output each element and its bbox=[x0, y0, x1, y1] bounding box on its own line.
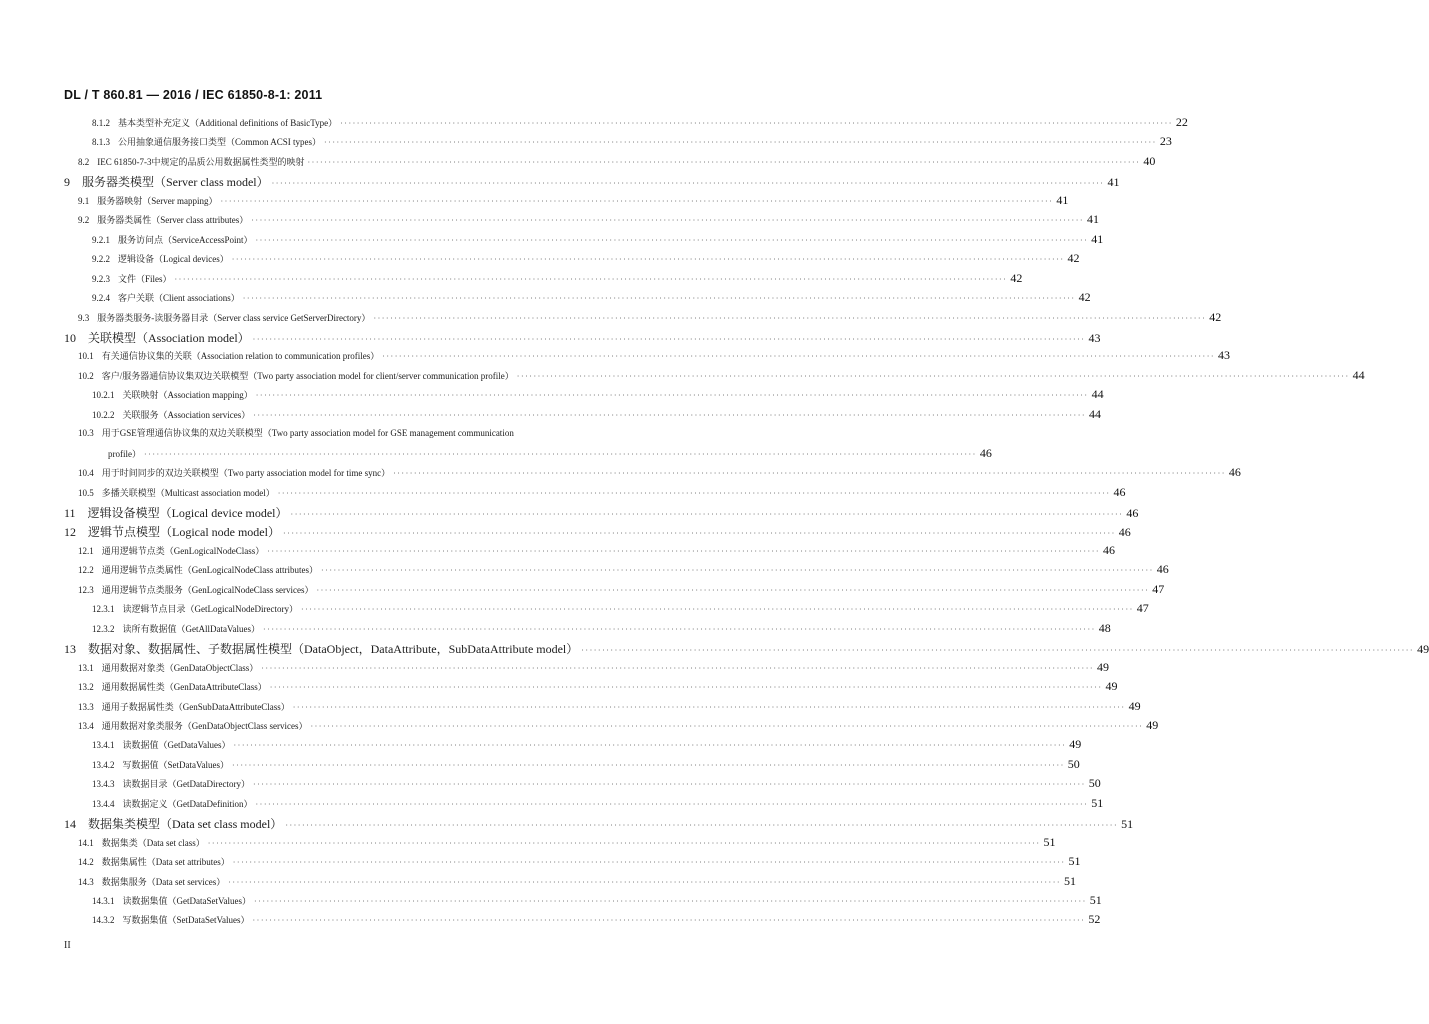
toc-entry[interactable] bbox=[64, 523, 1131, 541]
toc-entry[interactable] bbox=[78, 717, 1159, 736]
toc-entry-number: 13.1 bbox=[78, 662, 94, 673]
toc-entry-title: 读数据值（GetDataValues） bbox=[122, 740, 231, 751]
toc-entry-page: 51 bbox=[1089, 893, 1102, 907]
toc-entry[interactable] bbox=[92, 893, 1102, 911]
toc-entry-number: 10.2 bbox=[78, 370, 94, 381]
toc-entry-number: 10.2.2 bbox=[92, 409, 115, 420]
toc-entry[interactable] bbox=[78, 367, 1365, 386]
toc-leader-dots: ········································································································································································································ bbox=[300, 605, 1134, 615]
toc-leader-dots: ········································································································································································································ bbox=[320, 566, 1154, 576]
toc-entry-number: 14.3 bbox=[78, 876, 94, 887]
toc-entry-title: 有关通信协议集的关联（Association relation to communication profiles） bbox=[101, 351, 380, 362]
toc-entry-number: 14.2 bbox=[78, 857, 94, 868]
toc-entry-title: profile） bbox=[108, 448, 141, 459]
toc-entry-title: 服务访问点（ServiceAccessPoint） bbox=[118, 234, 253, 245]
toc-leader-dots: ········································································································································································································ bbox=[253, 410, 1087, 420]
toc-leader-dots: ········································································································································································································ bbox=[207, 838, 1041, 848]
toc-leader-dots: ········································································································································································································ bbox=[310, 721, 1144, 731]
toc-entry-number: 9.1 bbox=[78, 195, 90, 206]
document-header: DL / T 860.81 — 2016 / IEC 61850-8-1: 2011 bbox=[64, 88, 323, 102]
toc-entry-title: 服务器类模型（Server class model） bbox=[82, 175, 269, 190]
toc-entry-page: 41 bbox=[1056, 192, 1069, 207]
toc-entry[interactable] bbox=[92, 387, 1104, 405]
toc-entry-number: 10.1 bbox=[78, 351, 94, 362]
toc-entry-page: 49 bbox=[1069, 737, 1082, 752]
toc-entry-page: 46 bbox=[1126, 506, 1139, 520]
toc-entry-number: 11 bbox=[64, 506, 76, 520]
toc-entry[interactable] bbox=[64, 504, 1139, 522]
toc-entry-page: 49 bbox=[1146, 717, 1159, 732]
toc-entry[interactable] bbox=[78, 679, 1118, 697]
toc-entry-number: 8.1.2 bbox=[92, 118, 110, 128]
toc-entry-number: 10.5 bbox=[78, 487, 94, 498]
toc-entry-title: 数据集类（Data set class） bbox=[101, 837, 205, 848]
toc-entry-page: 51 bbox=[1068, 854, 1081, 869]
toc-entry[interactable] bbox=[64, 815, 1134, 833]
toc-entry-number: 10 bbox=[64, 330, 76, 345]
toc-entry-number: 10.2.1 bbox=[92, 390, 115, 401]
toc-entry-title: 通用数据对象类服务（GenDataObjectClass services） bbox=[101, 720, 308, 731]
toc-entry-title: 读逻辑节点目录（GetLogicalNodeDirectory） bbox=[122, 604, 298, 615]
toc-entry[interactable] bbox=[92, 776, 1101, 794]
toc-entry[interactable] bbox=[92, 134, 1172, 152]
toc-entry-number: 14.3.2 bbox=[92, 915, 115, 926]
toc-entry[interactable] bbox=[78, 581, 1165, 600]
toc-entry-title: 用于时间同步的双边关联模型（Two party association model for time sync） bbox=[101, 468, 391, 479]
toc-entry-title: 数据集属性（Data set attributes） bbox=[101, 857, 230, 868]
toc-entry[interactable] bbox=[92, 912, 1101, 930]
toc-entry-page: 52 bbox=[1088, 912, 1101, 927]
toc-entry-number: 14.3.1 bbox=[92, 896, 115, 906]
toc-leader-dots: ········································································································································································································ bbox=[220, 196, 1054, 206]
toc-entry-number: 12.3 bbox=[78, 584, 94, 595]
toc-entry-number: 13.3 bbox=[78, 701, 94, 712]
toc-entry-page: 51 bbox=[1091, 795, 1104, 810]
toc-entry-page: 46 bbox=[1228, 465, 1241, 480]
toc-entry-number: 13.4.2 bbox=[92, 759, 115, 770]
toc-entry-number: 9.2 bbox=[78, 215, 90, 226]
toc-entry-title: 关联服务（Association services） bbox=[122, 409, 251, 420]
toc-entry-number: 9 bbox=[64, 175, 70, 190]
toc-entry[interactable] bbox=[92, 737, 1082, 755]
toc-leader-dots: ········································································································································································································ bbox=[251, 216, 1085, 226]
toc-entry-page: 51 bbox=[1064, 873, 1077, 888]
toc-entry-title: 公用抽象通信服务接口类型（Common ACSI types） bbox=[118, 137, 322, 148]
toc-entry-page: 47 bbox=[1152, 581, 1165, 596]
toc-entry-number: 13.4.3 bbox=[92, 779, 115, 790]
toc-entry[interactable] bbox=[78, 873, 1077, 892]
toc-leader-dots: ········································································································································································································ bbox=[516, 371, 1350, 381]
toc-entry-title: 基本类型补充定义（Additional definitions of BasicType） bbox=[118, 118, 338, 128]
toc-entry-number: 9.2.1 bbox=[92, 234, 110, 245]
toc-entry-title: 写数据值（SetDataValues） bbox=[122, 759, 229, 770]
toc-entry[interactable] bbox=[78, 309, 1222, 328]
toc-entry-title: 通用数据属性类（GenDataAttributeClass） bbox=[101, 682, 267, 693]
toc-leader-dots: ········································································································································································································ bbox=[252, 334, 1086, 344]
toc-entry-page: 46 bbox=[979, 445, 992, 460]
toc-leader-dots: ········································································································································································································ bbox=[228, 877, 1062, 887]
toc-entry[interactable] bbox=[78, 426, 638, 444]
toc-leader-dots: ········································································································································································································ bbox=[252, 780, 1086, 790]
toc-entry[interactable] bbox=[64, 173, 1120, 191]
toc-entry-number: 12.3.2 bbox=[92, 623, 115, 634]
toc-entry[interactable] bbox=[78, 542, 1116, 561]
toc-entry-page: 42 bbox=[1010, 270, 1023, 285]
toc-leader-dots: ········································································································································································································ bbox=[282, 529, 1116, 539]
toc-entry-page: 23 bbox=[1159, 134, 1172, 149]
toc-leader-dots: ········································································································································································································ bbox=[373, 313, 1207, 323]
toc-entry[interactable] bbox=[78, 484, 1126, 503]
toc-entry-title: 通用逻辑节点类服务（GenLogicalNodeClass services） bbox=[101, 584, 314, 595]
toc-entry-page: 42 bbox=[1067, 251, 1080, 266]
toc-entry-title: 逻辑节点模型（Logical node model） bbox=[88, 525, 280, 540]
toc-leader-dots: ········································································································································································································ bbox=[316, 585, 1150, 595]
toc-entry-title: 客户关联（Client associations） bbox=[118, 293, 240, 304]
toc-entry-title: 逻辑设备（Logical devices） bbox=[118, 254, 229, 265]
toc-entry-title: 关联映射（Association mapping） bbox=[122, 390, 253, 401]
toc-entry-number: 13.4 bbox=[78, 720, 94, 731]
toc-entry[interactable] bbox=[78, 153, 1156, 172]
toc-entry-number: 13.4.4 bbox=[92, 798, 115, 809]
toc-entry[interactable] bbox=[92, 795, 1104, 814]
toc-entry-title: 用于GSE管理通信协议集的双边关联模型（Two party association model for GSE management communication bbox=[101, 428, 514, 439]
toc-entry-page: 41 bbox=[1091, 231, 1104, 246]
toc-entry-page: 50 bbox=[1067, 756, 1080, 771]
toc-leader-dots: ········································································································································································································ bbox=[269, 683, 1103, 693]
toc-entry[interactable] bbox=[92, 756, 1080, 775]
toc-leader-dots: ········································································································································································································ bbox=[324, 138, 1157, 148]
toc-entry[interactable] bbox=[92, 270, 1023, 289]
toc-entry-page: 50 bbox=[1088, 776, 1101, 791]
toc-entry-title: 数据集服务（Data set services） bbox=[101, 876, 226, 887]
toc-entry[interactable] bbox=[78, 212, 1100, 230]
toc-entry-number: 9.2.2 bbox=[92, 254, 110, 265]
toc-leader-dots: ········································································································································································································ bbox=[255, 235, 1089, 245]
toc-entry-number: 12.2 bbox=[78, 565, 94, 576]
toc-leader-dots: ········································································································································································································ bbox=[581, 646, 1415, 656]
toc-entry[interactable] bbox=[92, 290, 1091, 308]
toc-entry-title: 读数据集值（GetDataSetValues） bbox=[122, 896, 251, 906]
toc-entry-title: IEC 61850-7-3中规定的品质公用数据属性类型的映射 bbox=[97, 156, 305, 167]
toc-entry[interactable] bbox=[92, 601, 1149, 619]
toc-leader-dots: ········································································································································································································ bbox=[307, 157, 1141, 167]
toc-entry-number: 12.3.1 bbox=[92, 604, 115, 615]
toc-leader-dots: ········································································································································································································ bbox=[144, 449, 977, 459]
toc-entry-page: 49 bbox=[1105, 679, 1118, 694]
toc-entry-title: 逻辑设备模型（Logical device model） bbox=[87, 506, 288, 520]
toc-entry[interactable] bbox=[78, 659, 1110, 678]
toc-leader-dots: ········································································································································································································ bbox=[382, 352, 1216, 362]
toc-entry-title: 读数据定义（GetDataDefinition） bbox=[122, 798, 253, 809]
toc-entry-page: 41 bbox=[1087, 212, 1100, 227]
toc-entry-page: 46 bbox=[1118, 525, 1131, 540]
toc-leader-dots: ········································································································································································································ bbox=[340, 119, 1173, 128]
toc-entry[interactable] bbox=[92, 406, 1102, 425]
toc-entry-title: 通用子数据属性类（GenSubDataAttributeClass） bbox=[101, 701, 290, 712]
toc-entry-title: 客户/服务器通信协议集双边关联模型（Two party association model for client/server communication profile） bbox=[101, 370, 514, 381]
toc-entry-page: 46 bbox=[1103, 542, 1116, 557]
toc-entry[interactable] bbox=[92, 251, 1080, 269]
toc-leader-dots: ········································································································································································································ bbox=[393, 469, 1226, 479]
toc-entry-page: 44 bbox=[1091, 387, 1104, 402]
toc-entry-page: 22 bbox=[1175, 115, 1188, 129]
toc-entry-page: 51 bbox=[1121, 817, 1134, 832]
toc-leader-dots: ········································································································································································································ bbox=[232, 858, 1066, 868]
toc-entry[interactable] bbox=[64, 329, 1101, 347]
toc-entry-title: 文件（Files） bbox=[118, 273, 172, 284]
toc-leader-dots: ········································································································································································································ bbox=[174, 274, 1008, 284]
toc-entry-page: 42 bbox=[1209, 309, 1222, 324]
toc-entry-page: 51 bbox=[1043, 834, 1056, 849]
toc-entry[interactable] bbox=[92, 115, 1188, 133]
toc-leader-dots: ········································································································································································································ bbox=[261, 663, 1095, 673]
toc-entry-title: 服务器类属性（Server class attributes） bbox=[97, 215, 249, 226]
toc-entry-number: 8.2 bbox=[78, 156, 90, 167]
toc-entry-title: 关联模型（Association model） bbox=[88, 330, 250, 345]
toc-entry-page: 40 bbox=[1143, 153, 1156, 168]
toc-entry-title: 读所有数据值（GetAllDataValues） bbox=[122, 623, 260, 634]
toc-entry-page: 49 bbox=[1417, 642, 1429, 657]
toc-entry[interactable] bbox=[108, 445, 992, 464]
toc-entry-title: 服务器类服务-读服务器目录（Server class service GetServerDirectory） bbox=[97, 312, 371, 323]
toc-leader-dots: ········································································································································································································ bbox=[292, 702, 1126, 712]
toc-entry[interactable] bbox=[78, 465, 1241, 483]
toc-entry-number: 8.1.3 bbox=[92, 137, 110, 148]
toc-leader-dots: ········································································································································································································ bbox=[285, 821, 1119, 831]
toc-entry-title: 数据对象、数据属性、子数据属性模型（DataObject，DataAttribute，SubDataAttribute model） bbox=[88, 642, 579, 657]
page-number: II bbox=[64, 940, 71, 951]
toc-entry-number: 13.4.1 bbox=[92, 740, 115, 751]
toc-entry-title: 通用逻辑节点类属性（GenLogicalNodeClass attributes） bbox=[101, 565, 318, 576]
toc-leader-dots: ········································································································································································································ bbox=[233, 741, 1067, 751]
toc-entry-number: 9.2.3 bbox=[92, 273, 110, 284]
toc-leader-dots: ········································································································································································································ bbox=[252, 916, 1086, 926]
toc-entry-page: 48 bbox=[1098, 620, 1111, 635]
toc-entry-title: 读数据目录（GetDataDirectory） bbox=[122, 779, 250, 790]
toc-leader-dots: ········································································································································································································ bbox=[267, 546, 1101, 556]
toc-leader-dots: ········································································································································································································ bbox=[231, 255, 1065, 265]
toc-entry-page: 41 bbox=[1107, 175, 1120, 190]
toc-entry-title: 服务器映射（Server mapping） bbox=[97, 195, 218, 206]
toc-entry-number: 14.1 bbox=[78, 837, 94, 848]
toc-leader-dots: ········································································································································································································ bbox=[277, 488, 1111, 498]
toc-entry[interactable] bbox=[78, 854, 1081, 872]
toc-leader-dots: ········································································································································································································ bbox=[255, 799, 1089, 809]
toc-entry-page: 43 bbox=[1218, 348, 1231, 363]
toc-entry-title: 通用数据对象类（GenDataObjectClass） bbox=[101, 662, 259, 673]
toc-entry-title: 通用逻辑节点类（GenLogicalNodeClass） bbox=[101, 545, 265, 556]
toc-entry-page: 49 bbox=[1097, 659, 1110, 674]
toc-entry[interactable] bbox=[78, 562, 1169, 580]
toc-entry-number: 9.2.4 bbox=[92, 293, 110, 304]
toc-entry-page: 44 bbox=[1089, 406, 1102, 421]
toc-entry-page: 42 bbox=[1078, 290, 1091, 305]
toc-entry-number: 12 bbox=[64, 525, 76, 540]
toc-entry-page: 44 bbox=[1352, 367, 1365, 382]
toc-entry-page: 46 bbox=[1156, 562, 1169, 577]
toc-entry[interactable] bbox=[78, 192, 1069, 211]
toc-entry[interactable] bbox=[92, 620, 1111, 639]
toc-entry-page: 46 bbox=[1113, 484, 1126, 499]
toc-entry-page: 43 bbox=[1088, 330, 1101, 345]
toc-entry-number: 12.1 bbox=[78, 545, 94, 556]
toc-entry-number: 10.4 bbox=[78, 468, 94, 479]
toc-entry-title: 写数据集值（SetDataSetValues） bbox=[122, 915, 250, 926]
toc-leader-dots: ········································································································································································································ bbox=[253, 897, 1087, 906]
toc-entry[interactable] bbox=[92, 231, 1104, 250]
toc-leader-dots: ········································································································································································································ bbox=[242, 294, 1076, 304]
toc-entry-number: 9.3 bbox=[78, 312, 90, 323]
toc-entry[interactable] bbox=[78, 348, 1231, 366]
toc-entry-number: 13 bbox=[64, 642, 76, 657]
toc-entry-number: 10.3 bbox=[78, 428, 94, 439]
toc-entry-number: 13.2 bbox=[78, 682, 94, 693]
toc-leader-dots: ········································································································································································································ bbox=[290, 510, 1124, 519]
toc-leader-dots: ········································································································································································································ bbox=[255, 391, 1089, 401]
toc-entry[interactable] bbox=[64, 640, 1429, 658]
toc-entry[interactable] bbox=[78, 834, 1056, 853]
toc-entry-title: 数据集类模型（Data set class model） bbox=[88, 817, 283, 832]
toc-entry-page: 49 bbox=[1128, 698, 1141, 713]
toc-leader-dots: ········································································································································································································ bbox=[271, 179, 1105, 189]
toc-entry-number: 14 bbox=[64, 817, 76, 832]
toc-leader-dots: ········································································································································································································ bbox=[231, 760, 1065, 770]
toc-leader-dots: ········································································································································································································ bbox=[262, 624, 1096, 634]
toc-entry-page: 47 bbox=[1136, 601, 1149, 616]
toc-entry[interactable] bbox=[78, 698, 1141, 717]
toc-entry-title: 多播关联模型（Multicast association model） bbox=[101, 487, 275, 498]
